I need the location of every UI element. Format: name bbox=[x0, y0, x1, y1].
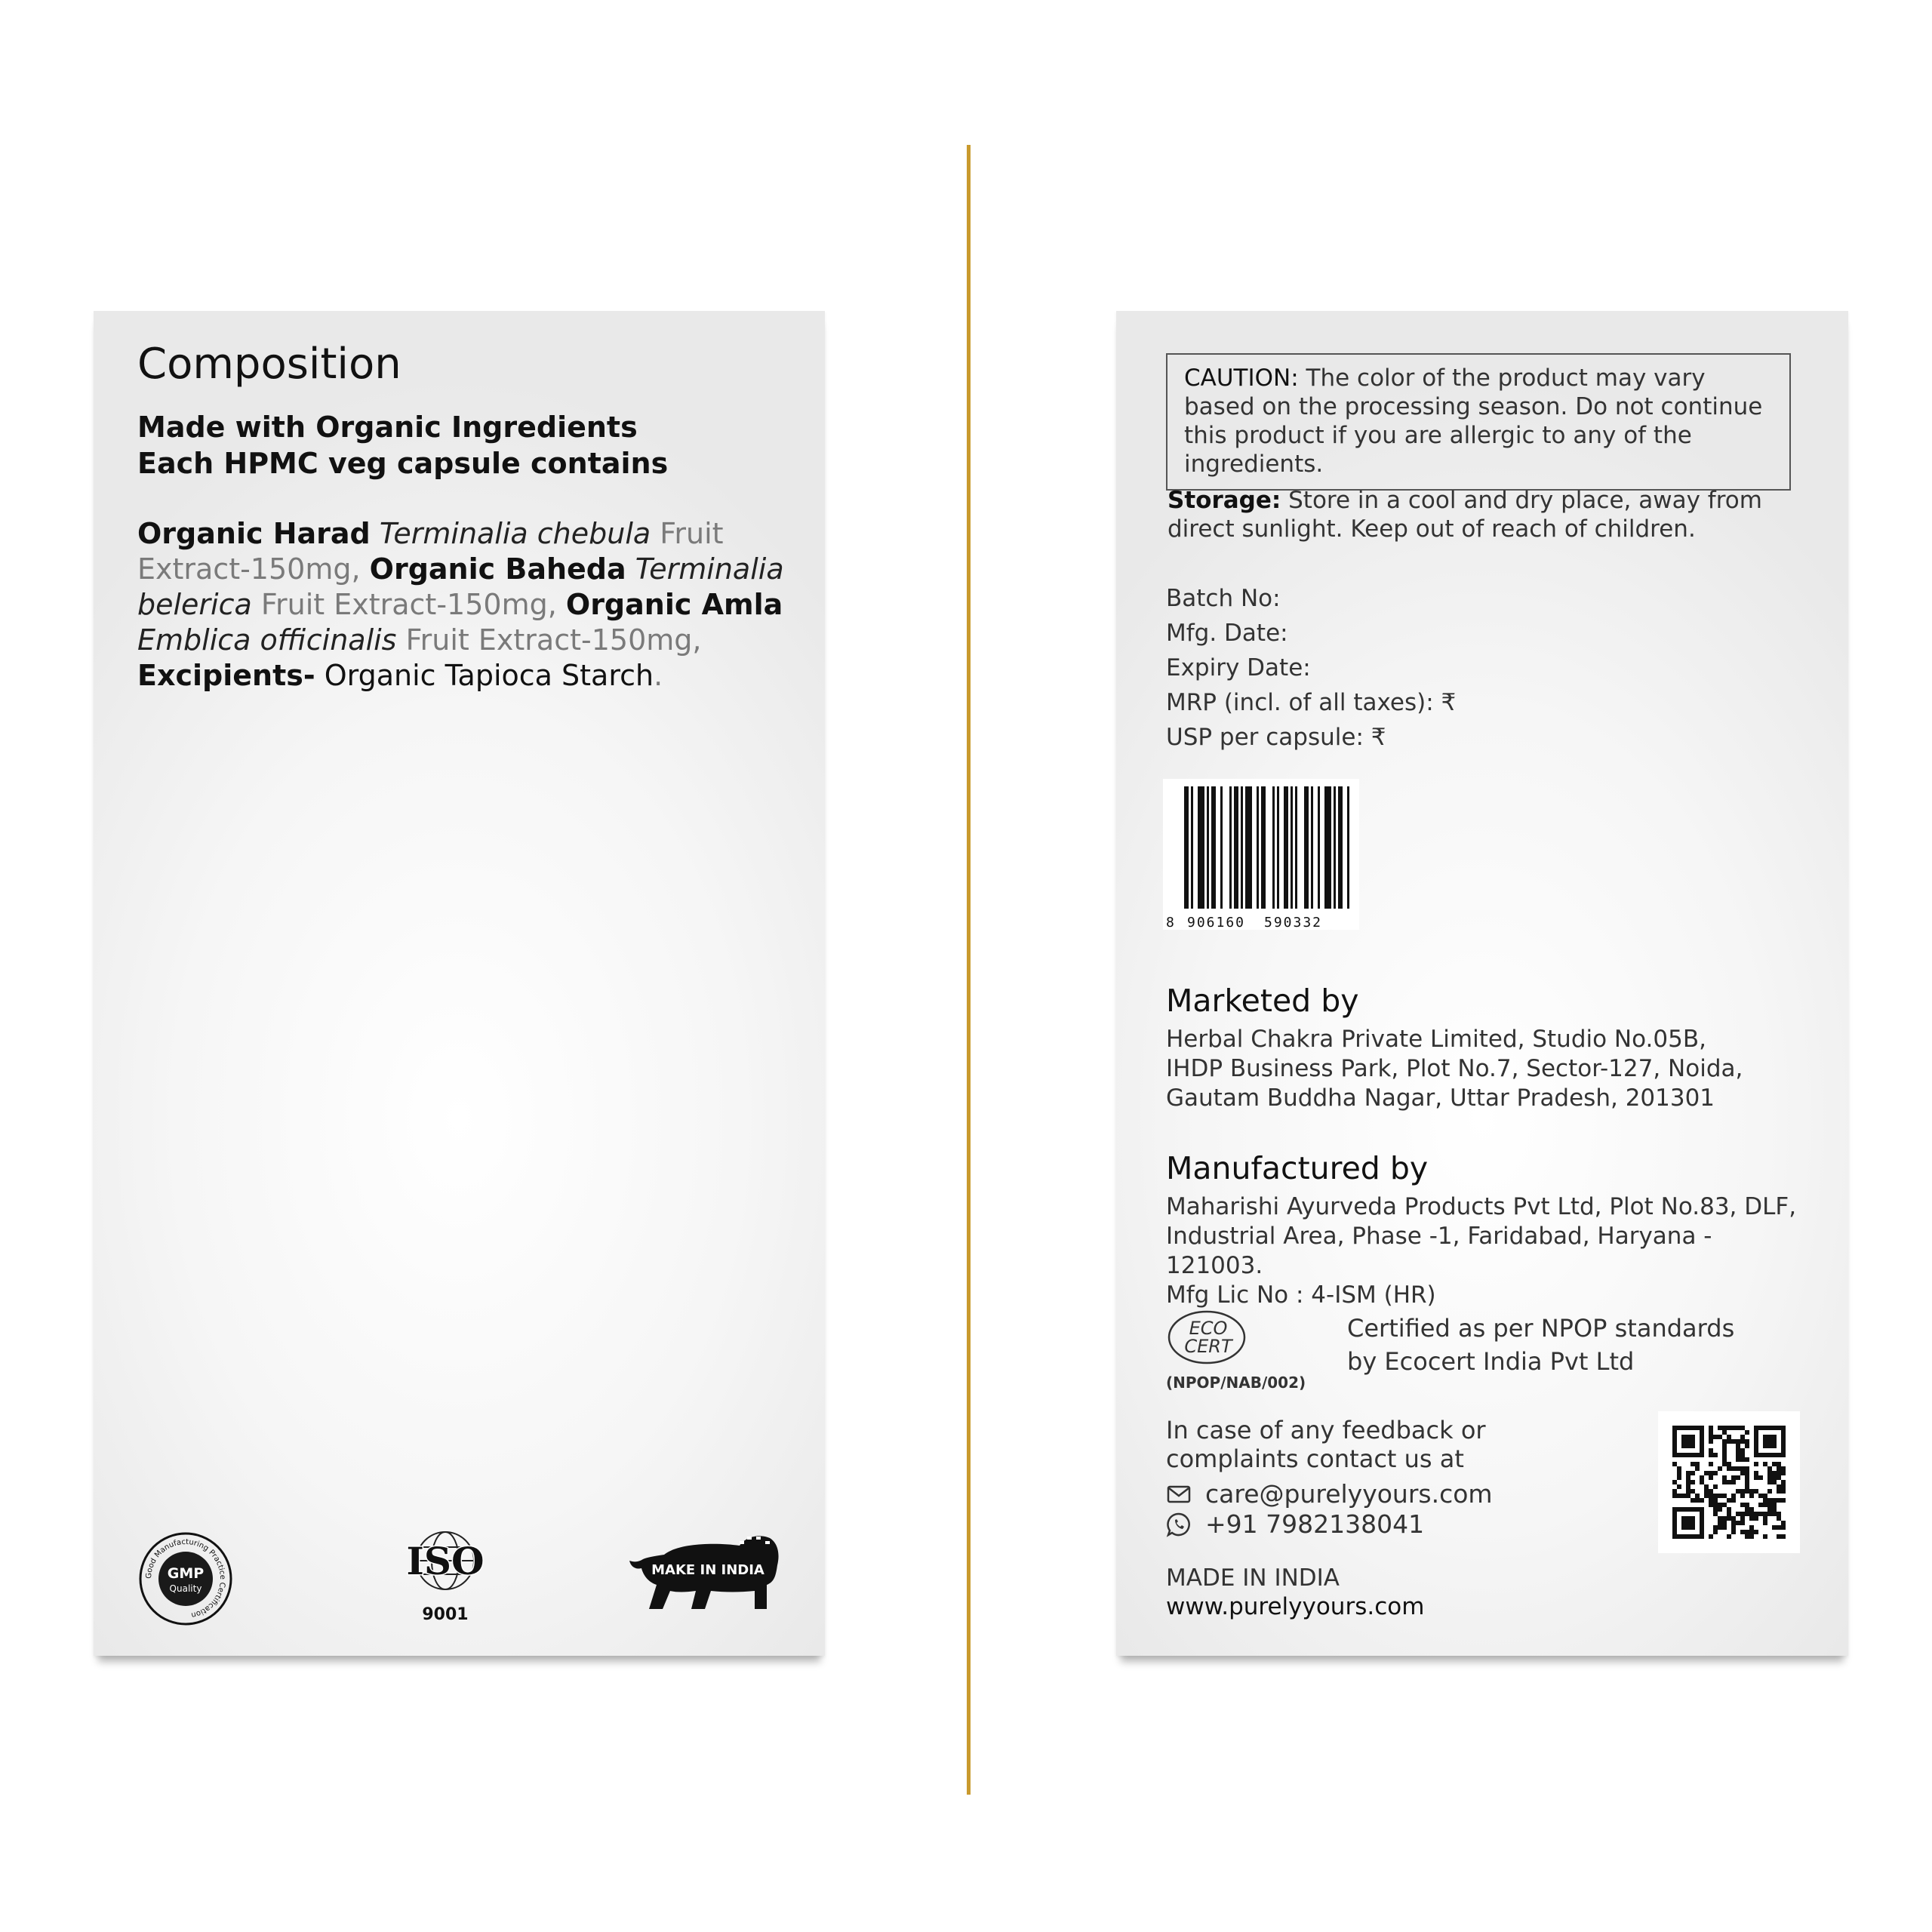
ingredient-detail: Fruit Extract-150mg, bbox=[260, 588, 557, 621]
excipients-value: Organic Tapioca Starch bbox=[324, 659, 654, 692]
subtitle-line-2: Each HPMC veg capsule contains bbox=[137, 447, 669, 480]
mail-icon bbox=[1166, 1481, 1192, 1507]
mfg-date-label: Mfg. Date: bbox=[1166, 620, 1288, 647]
ingredient-detail: Fruit Extract-150mg, bbox=[405, 623, 702, 657]
gmp-ring-text: Good Manufacturing Practice Certification bbox=[144, 1537, 227, 1620]
made-in-india-text: MADE IN INDIA bbox=[1166, 1564, 1340, 1592]
storage-label: Storage: bbox=[1168, 487, 1281, 514]
website-link[interactable]: www.purelyyours.com bbox=[1166, 1593, 1425, 1620]
certification-line: Certified as per NPOP standards bbox=[1347, 1314, 1735, 1343]
center-divider bbox=[967, 145, 971, 1795]
iso-badge-icon bbox=[398, 1527, 492, 1627]
address-line: Maharishi Ayurveda Products Pvt Ltd, Plot No.83, DLF, bbox=[1166, 1193, 1797, 1220]
composition-subtitle bbox=[137, 409, 668, 481]
ingredient-list bbox=[137, 516, 786, 694]
qr-code[interactable] bbox=[1658, 1411, 1800, 1553]
gmp-badge-icon bbox=[139, 1532, 232, 1626]
storage-note bbox=[1168, 486, 1801, 543]
gmp-center-subtext: Quality bbox=[169, 1583, 202, 1594]
ecocert-logo-line1: ECO bbox=[1189, 1318, 1228, 1339]
ingredient-botanical: Terminalia chebula bbox=[379, 517, 651, 550]
iso-text: ISO bbox=[406, 1539, 485, 1583]
excipients-label: Excipients- bbox=[137, 659, 315, 692]
gmp-center-text: GMP bbox=[167, 1565, 205, 1582]
feedback-line: In case of any feedback or bbox=[1166, 1416, 1486, 1444]
marketed-by-heading: Marketed by bbox=[1166, 983, 1359, 1019]
ingredient-botanical: Terminalia belerica bbox=[137, 552, 784, 621]
mrp-label: MRP (incl. of all taxes): ₹ bbox=[1166, 689, 1457, 716]
batch-no-label: Batch No: bbox=[1166, 585, 1281, 612]
caution-text: The color of the product may vary based on the processing season. Do not continue this product if you are allergic to any of the ingredients. bbox=[1184, 365, 1763, 478]
marketed-by-address bbox=[1166, 1025, 1815, 1113]
make-in-india-lion-icon bbox=[626, 1532, 782, 1617]
manufactured-by-heading: Manufactured by bbox=[1166, 1150, 1429, 1186]
feedback-line: complaints contact us at bbox=[1166, 1444, 1464, 1473]
address-line: Herbal Chakra Private Limited, Studio No.05B, bbox=[1166, 1026, 1706, 1053]
barcode-left-digits: 906160 bbox=[1187, 915, 1246, 930]
certification-text bbox=[1347, 1312, 1734, 1378]
usp-label: USP per capsule: ₹ bbox=[1166, 724, 1386, 751]
batch-fields bbox=[1166, 581, 1456, 755]
barcode-right-digits: 590332 bbox=[1264, 915, 1323, 930]
storage-text: Store in a cool and dry place, away from direct sunlight. Keep out of reach of children. bbox=[1168, 487, 1762, 543]
barcode bbox=[1163, 779, 1359, 930]
certification-line: by Ecocert India Pvt Ltd bbox=[1347, 1347, 1635, 1376]
caution-box bbox=[1166, 353, 1791, 491]
ingredient-detail: Fruit Extract-150mg, bbox=[137, 517, 724, 586]
make-in-india-text: MAKE IN INDIA bbox=[651, 1562, 764, 1578]
info-panel bbox=[1116, 311, 1848, 1656]
caution-label: CAUTION: bbox=[1184, 365, 1299, 392]
footer bbox=[1166, 1564, 1424, 1621]
whatsapp-icon bbox=[1166, 1512, 1192, 1537]
address-line: Gautam Buddha Nagar, Uttar Pradesh, 201301 bbox=[1166, 1084, 1715, 1112]
ingredient-name: Organic Harad bbox=[137, 517, 371, 550]
ingredient-name: Organic Baheda bbox=[369, 552, 626, 586]
ingredient-name: Organic Amla bbox=[565, 588, 783, 621]
email-contact[interactable] bbox=[1166, 1479, 1493, 1509]
composition-panel bbox=[94, 311, 825, 1656]
composition-title: Composition bbox=[137, 340, 401, 389]
iso-number: 9001 bbox=[422, 1605, 469, 1624]
expiry-date-label: Expiry Date: bbox=[1166, 654, 1311, 681]
ecocert-logo-icon bbox=[1164, 1307, 1255, 1375]
phone-contact[interactable] bbox=[1166, 1509, 1424, 1539]
phone-text[interactable]: +91 7982138041 bbox=[1205, 1509, 1425, 1539]
feedback-intro bbox=[1166, 1416, 1486, 1473]
ingredient-botanical: Emblica officinalis bbox=[137, 623, 397, 657]
license-line: Mfg Lic No : 4-ISM (HR) bbox=[1166, 1281, 1436, 1309]
composition-end: . bbox=[654, 659, 663, 692]
ecocert-code: (NPOP/NAB/002) bbox=[1166, 1374, 1306, 1392]
barcode-first-digit: 8 bbox=[1166, 915, 1174, 930]
ecocert-logo-line2: CERT bbox=[1184, 1336, 1232, 1357]
subtitle-line-1: Made with Organic Ingredients bbox=[137, 411, 638, 444]
email-text[interactable]: care@purelyyours.com bbox=[1205, 1479, 1493, 1509]
address-line: IHDP Business Park, Plot No.7, Sector-127, Noida, bbox=[1166, 1055, 1743, 1082]
manufactured-by-address bbox=[1166, 1192, 1815, 1310]
address-line: Industrial Area, Phase -1, Faridabad, Haryana - 121003. bbox=[1166, 1223, 1712, 1279]
